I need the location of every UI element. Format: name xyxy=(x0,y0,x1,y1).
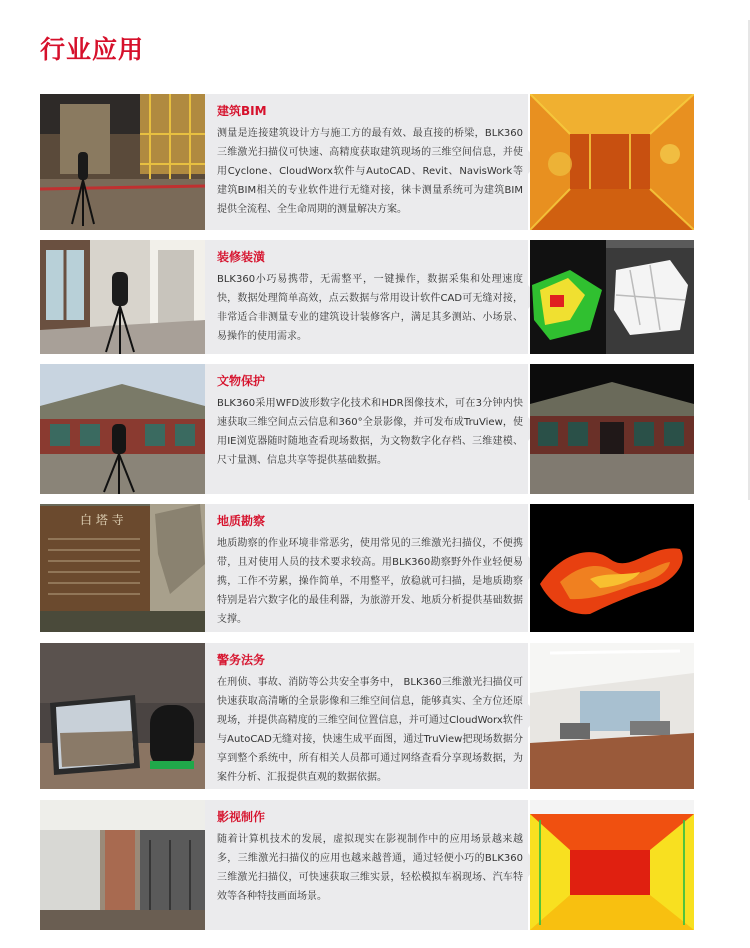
temple-photo xyxy=(40,364,205,494)
section-title: 影视制作 xyxy=(217,810,266,824)
section-title: 地质勘察 xyxy=(217,514,266,528)
studio-point-cloud-screenshot xyxy=(530,800,694,930)
section-body: BLK360采用WFD波形数字化技术和HDR图像技术，可在3分钟内快速获取三维空间点云信息和360°全景影像，并可发布成TruView，使用IE浏览器随时随地查看现场数据，为文物数字化存档、三维建模、尺寸量测、信息共享等提供基础数据。 xyxy=(217,398,523,466)
studio-photo xyxy=(40,800,205,930)
office-panorama-photo xyxy=(530,643,694,789)
temple-point-cloud-photo xyxy=(530,364,694,494)
section-body: 测量是连接建筑设计方与施工方的最有效、最直接的桥梁，BLK360三维激光扫描仪可快速、高精度获取建筑现场的三维空间信息，并使用Cyclone、CloudWorx软件与AutoCAD、Revit、NavisWork等建筑BIM相关的专业软件进行无缝对接，徕卡测量系统可为建筑BIM提供全流程、全生命周期的测量解决方案。 xyxy=(217,128,523,215)
section-geological-survey xyxy=(40,504,694,632)
section-title: 警务法务 xyxy=(217,653,266,667)
section-heritage-protection xyxy=(40,364,694,494)
point-cloud-interior-photo xyxy=(530,94,694,230)
section-title: 文物保护 xyxy=(217,374,266,388)
section-body: 随着计算机技术的发展，虚拟现实在影视制作中的应用场景越来越多，三维激光扫描仪的应用也越来越普通，通过轻便小巧的BLK360三维激光扫描仪，可快速获取三维实景，轻松模拟车祸现场、汽车特效等各种特技画面场景。 xyxy=(217,834,523,902)
cave-sign-photo xyxy=(40,504,205,632)
construction-site-photo xyxy=(40,94,205,230)
section-body: 在刑侦、事故、消防等公共安全事务中， BLK360三维激光扫描仪可快速获取高清晰的全景影像和三维空间信息，能够真实、全方位还原现场，并提供高精度的三维空间位置信息，并可通过CloudWorx软件与AutoCAD无缝对接，快速生成平面图，通过TruView把现场数据分享到整个系统中，所有相关人员都可通过网络查看分享现场数据，为案件分析、汇报提供直观的数据依据。 xyxy=(217,677,523,783)
section-title: 建筑BIM xyxy=(217,104,267,118)
cad-model-screenshot xyxy=(530,240,694,354)
cave-point-cloud-photo xyxy=(530,504,694,632)
section-architecture-bim xyxy=(40,94,694,230)
tablet-scanner-photo xyxy=(40,643,205,789)
section-body: BLK360小巧易携带，无需整平，一键操作，数据采集和处理速度快，数据处理简单高效，点云数据与常用设计软件CAD可无缝对接，非常适合非测量专业的建筑设计装修客户，满足其多测站、小场景、易操作的使用需求。 xyxy=(217,274,523,342)
sign-title-text: 白 塔 寺 xyxy=(80,513,124,527)
section-interior-decoration xyxy=(40,240,694,354)
room-scanner-photo xyxy=(40,240,205,354)
section-body: 地质勘察的作业环境非常恶劣，使用常见的三维激光扫描仪，不便携带，且对使用人员的技术要求较高。用BLK360勘察野外作业轻便易携，工作不劳累，操作简单，不用整平，放稳就可扫描，是地质勘察特别是岩穴数字化的最佳利器，为旅游开发、地质分析提供基础数据支撑。 xyxy=(217,538,523,625)
section-police-legal xyxy=(40,643,694,789)
section-title: 装修装潢 xyxy=(217,250,266,264)
page-title: 行业应用 xyxy=(40,35,145,64)
section-film-production xyxy=(40,800,694,930)
